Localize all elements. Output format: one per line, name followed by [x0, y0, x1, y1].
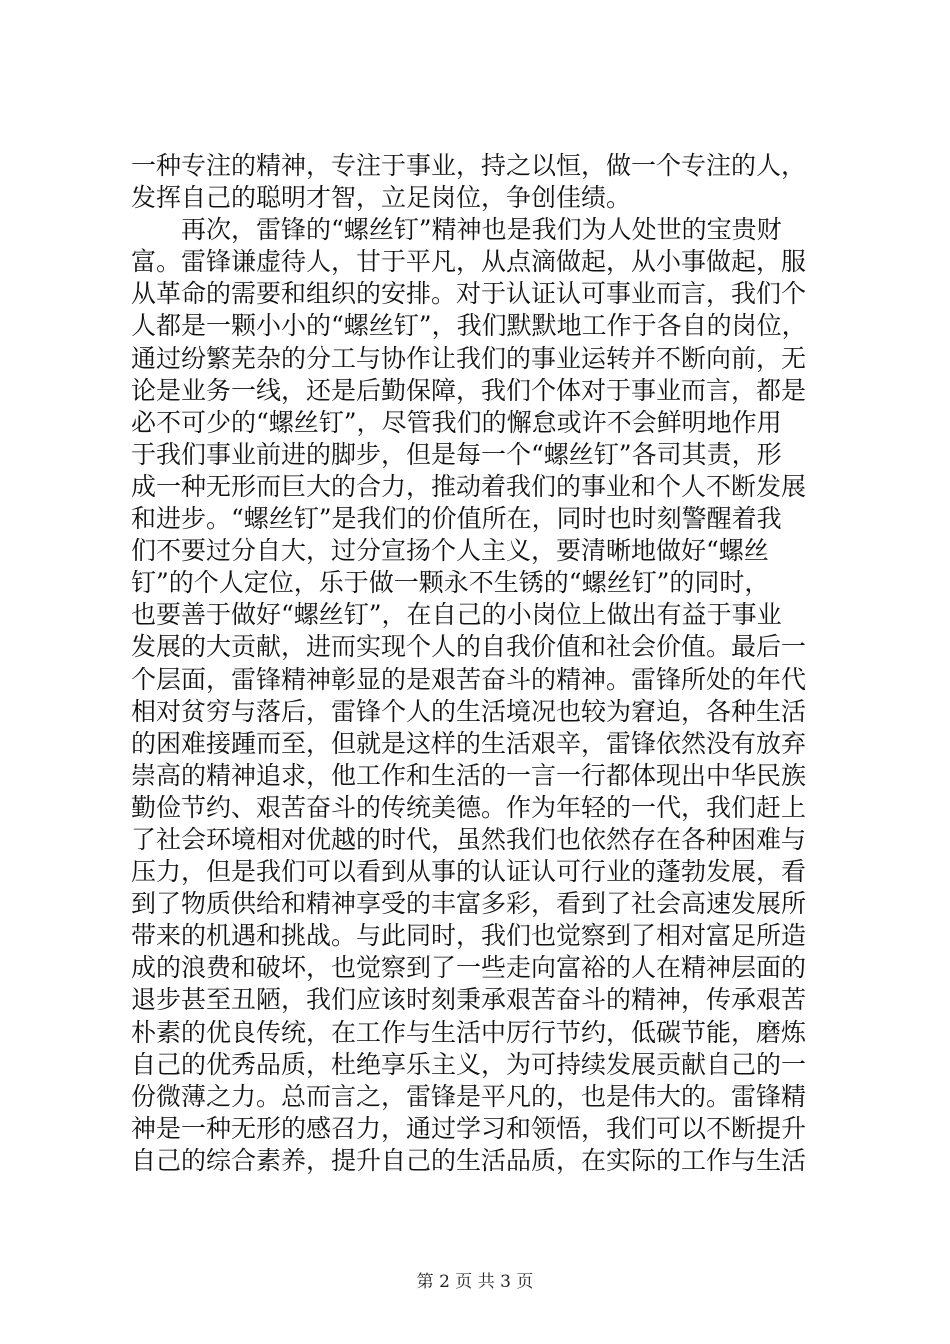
text-line: 退步甚至丑陋，我们应该时刻秉承艰苦奋斗的精神，传承艰苦 — [131, 985, 807, 1015]
text-line: 份微薄之力。总而言之，雷锋是平凡的，也是伟大的。雷锋精 — [131, 1081, 807, 1111]
text-line: 一种专注的精神，专注于事业，持之以恒，做一个专注的人， — [131, 151, 807, 180]
text-line: 钉”的个人定位，乐于做一颗永不生锈的“螺丝钉”的同时， — [131, 568, 770, 598]
text-line: 崇高的精神追求，他工作和生活的一言一行都体现出中华民族 — [131, 760, 807, 790]
text-line: 个层面，雷锋精神彰显的是艰苦奋斗的精神。雷锋所处的年代 — [131, 664, 807, 694]
text-line: 成一种无形而巨大的合力，推动着我们的事业和个人不断发展 — [131, 471, 807, 501]
text-line: 必不可少的“螺丝钉”，尽管我们的懈怠或许不会鲜明地作用 — [131, 407, 782, 437]
text-line: 富。雷锋谦虚待人，甘于平凡，从点滴做起，从小事做起，服 — [131, 247, 807, 277]
text-line: 人都是一颗小小的“螺丝钉”，我们默默地工作于各自的岗位， — [131, 311, 807, 341]
text-line: 再次，雷锋的“螺丝钉”精神也是我们为人处世的宝贵财 — [181, 215, 782, 245]
text-line: 发展的大贡献，进而实现个人的自我价值和社会价值。最后一 — [131, 632, 807, 662]
text-line: 带来的机遇和挑战。与此同时，我们也觉察到了相对富足所造 — [131, 921, 807, 951]
text-line: 于我们事业前进的脚步，但是每一个“螺丝钉”各司其责，形 — [131, 439, 782, 469]
text-line: 们不要过分自大，过分宣扬个人主义，要清晰地做好“螺丝 — [131, 536, 769, 566]
text-line: 的困难接踵而至，但就是这样的生活艰辛，雷锋依然没有放弃 — [131, 728, 807, 758]
text-line: 神是一种无形的感召力，通过学习和领悟，我们可以不断提升 — [131, 1113, 807, 1143]
text-line: 自己的优秀品质，杜绝享乐主义，为可持续发展贡献自己的一 — [131, 1049, 807, 1079]
text-line: 和进步。“螺丝钉”是我们的价值所在，同时也时刻警醒着我 — [131, 504, 782, 534]
text-line: 成的浪费和破坏，也觉察到了一些走向富裕的人在精神层面的 — [131, 953, 807, 983]
text-line: 到了物质供给和精神享受的丰富多彩，看到了社会高速发展所 — [131, 889, 807, 919]
page-number-footer: 第 2 页 共 3 页 — [416, 1272, 534, 1292]
body-text — [131, 150, 831, 1177]
text-line: 从革命的需要和组织的安排。对于认证认可事业而言，我们个 — [131, 279, 807, 309]
text-line: 相对贫穷与落后，雷锋个人的生活境况也较为窘迫，各种生活 — [131, 696, 807, 726]
text-line: 论是业务一线，还是后勤保障，我们个体对于事业而言，都是 — [131, 375, 807, 405]
text-line: 压力，但是我们可以看到从事的认证认可行业的蓬勃发展，看 — [131, 857, 807, 887]
text-line: 朴素的优良传统，在工作与生活中厉行节约，低碳节能，磨炼 — [131, 1017, 807, 1047]
text-line: 自己的综合素养，提升自己的生活品质，在实际的工作与生活 — [131, 1145, 807, 1175]
text-line: 发挥自己的聪明才智，立足岗位，争创佳绩。 — [131, 183, 632, 213]
text-line: 通过纷繁芜杂的分工与协作让我们的事业运转并不断向前，无 — [131, 343, 807, 373]
text-line: 了社会环境相对优越的时代，虽然我们也依然存在各种困难与 — [131, 824, 807, 854]
text-line: 勤俭节约、艰苦奋斗的传统美德。作为年轻的一代，我们赶上 — [131, 792, 807, 822]
text-line: 也要善于做好“螺丝钉”，在自己的小岗位上做出有益于事业 — [131, 600, 782, 630]
